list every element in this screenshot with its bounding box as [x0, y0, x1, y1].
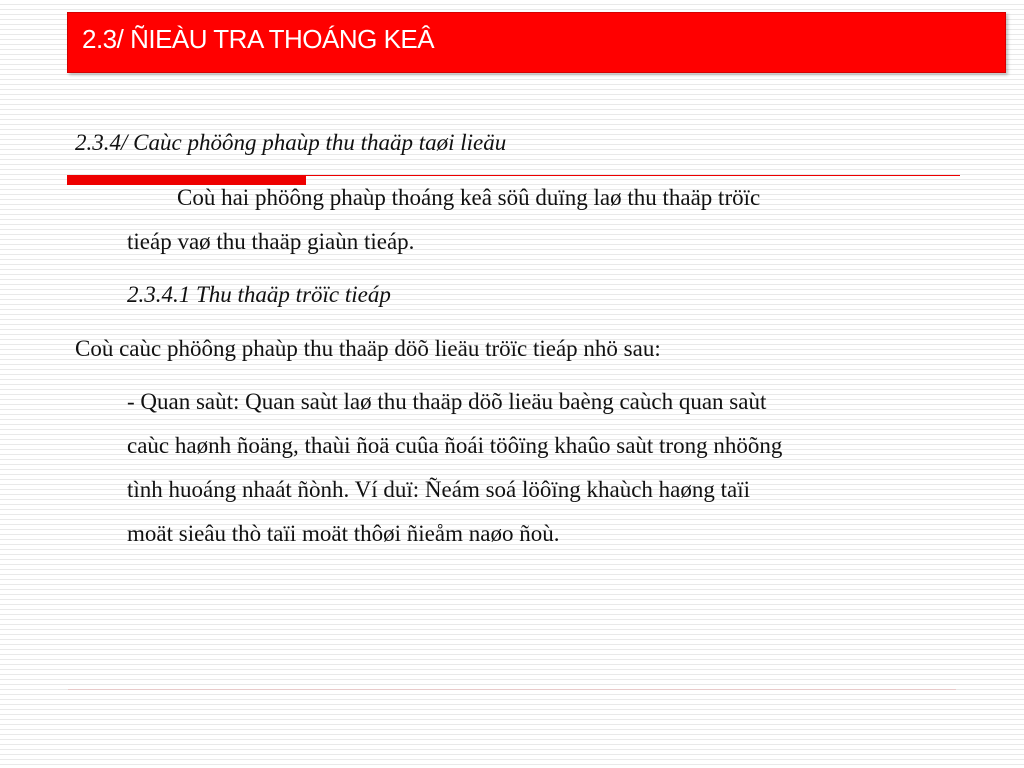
accent-bar [67, 175, 306, 185]
paragraph-line-2: tieáp vaø thu thaäp giaùn tieáp. [127, 229, 415, 254]
intro-line: Coù caùc phöông phaùp thu thaäp döõ lieäu tröïc tieáp nhö sau: [75, 336, 661, 361]
subheading: 2.3.4.1 Thu thaäp tröïc tieáp [127, 282, 391, 307]
bullet-line-1: - Quan saùt: Quan saùt laø thu thaäp döõ lieäu baèng caùch quan saùt [127, 389, 767, 414]
bullet-line-3: tình huoáng nhaát ñònh. Ví duï: Ñeám soá löôïng khaùch haøng taïi [127, 477, 751, 502]
slide-title: 2.3/ ÑIEÀU TRA THOÁNG KEÂ [82, 24, 435, 54]
accent-rule [306, 175, 960, 176]
section-heading: 2.3.4/ Caùc phöông phaùp thu thaäp taøi lieäu [75, 130, 507, 155]
footer-rule [68, 689, 956, 690]
bullet-line-2: caùc haønh ñoäng, thaùi ñoä cuûa ñoái töôïng khaûo saùt trong nhöõng [127, 433, 783, 458]
paragraph-line-1: Coù hai phöông phaùp thoáng keâ söû duïng laø thu thaäp tröïc [177, 185, 761, 210]
title-bar [67, 12, 1006, 73]
bullet-line-4: moät sieâu thò taïi moät thôøi ñieåm naøo ñoù. [127, 521, 560, 546]
